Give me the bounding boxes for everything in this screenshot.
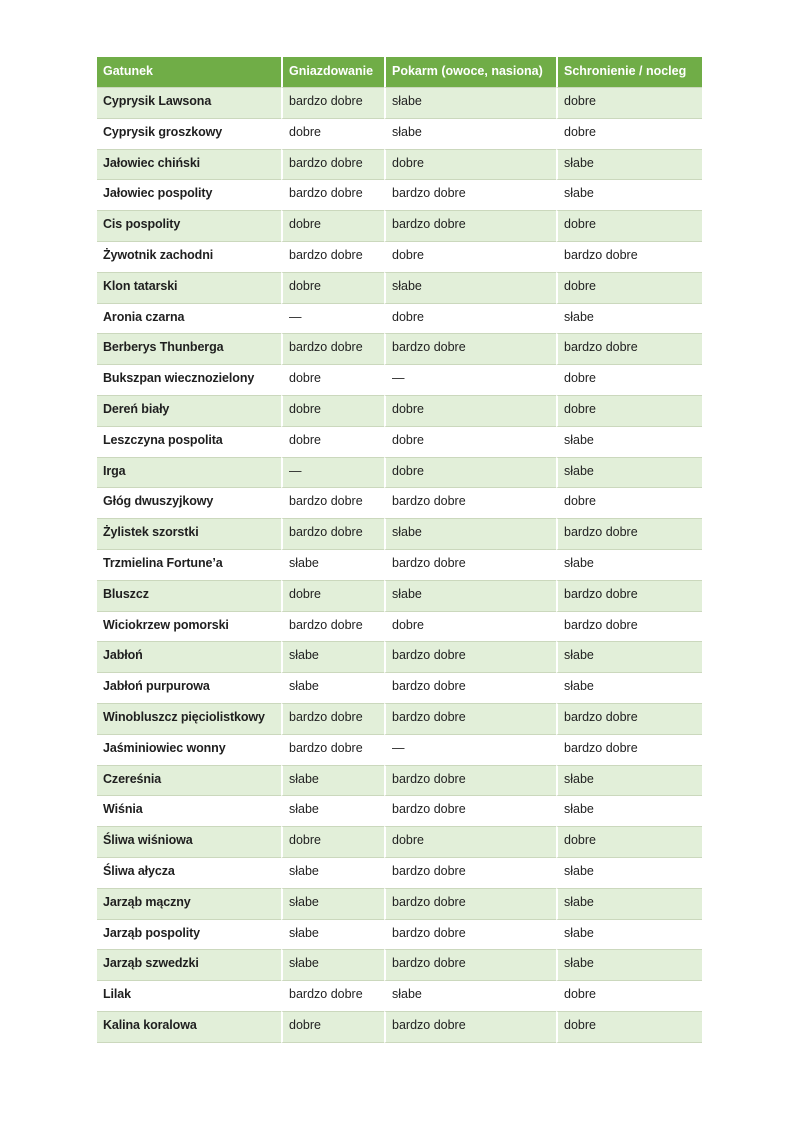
nesting-cell: bardzo dobre [281, 150, 384, 181]
shelter-cell: dobre [556, 365, 702, 396]
table-row [97, 488, 702, 519]
table-row [97, 1012, 702, 1043]
table-row [97, 119, 702, 150]
table-row [97, 704, 702, 735]
food-cell: bardzo dobre [384, 796, 556, 827]
shelter-cell: dobre [556, 981, 702, 1012]
nesting-cell: słabe [281, 858, 384, 889]
column-header-nesting: Gniazdowanie [281, 57, 384, 88]
column-header-species: Gatunek [97, 57, 281, 88]
table-row [97, 796, 702, 827]
species-cell: Jarząb mączny [97, 889, 281, 920]
species-cell: Klon tatarski [97, 273, 281, 304]
food-cell: dobre [384, 396, 556, 427]
table-row [97, 273, 702, 304]
table-row [97, 519, 702, 550]
food-cell: — [384, 365, 556, 396]
shelter-cell: słabe [556, 550, 702, 581]
species-cell: Żywotnik zachodni [97, 242, 281, 273]
shelter-cell: słabe [556, 920, 702, 951]
food-cell: bardzo dobre [384, 211, 556, 242]
nesting-cell: słabe [281, 889, 384, 920]
species-cell: Trzmielina Fortune’a [97, 550, 281, 581]
food-cell: bardzo dobre [384, 920, 556, 951]
species-cell: Berberys Thunberga [97, 334, 281, 365]
nesting-cell: bardzo dobre [281, 612, 384, 643]
shelter-cell: bardzo dobre [556, 581, 702, 612]
table-row [97, 304, 702, 335]
table-row [97, 550, 702, 581]
species-cell: Jaśminiowiec wonny [97, 735, 281, 766]
food-cell: dobre [384, 304, 556, 335]
column-header-food: Pokarm (owoce, nasiona) [384, 57, 556, 88]
table-row [97, 981, 702, 1012]
food-cell: bardzo dobre [384, 180, 556, 211]
species-cell: Cyprysik Lawsona [97, 88, 281, 119]
species-cell: Winobluszcz pięciolistkowy [97, 704, 281, 735]
table-row [97, 735, 702, 766]
shelter-cell: bardzo dobre [556, 334, 702, 365]
food-cell: bardzo dobre [384, 488, 556, 519]
nesting-cell: bardzo dobre [281, 334, 384, 365]
shelter-cell: bardzo dobre [556, 704, 702, 735]
species-cell: Głóg dwuszyjkowy [97, 488, 281, 519]
species-cell: Bukszpan wiecznozielony [97, 365, 281, 396]
shelter-cell: bardzo dobre [556, 735, 702, 766]
shelter-cell: bardzo dobre [556, 519, 702, 550]
species-cell: Jałowiec pospolity [97, 180, 281, 211]
shelter-cell: dobre [556, 88, 702, 119]
food-cell: bardzo dobre [384, 673, 556, 704]
food-cell: bardzo dobre [384, 1012, 556, 1043]
table-row [97, 673, 702, 704]
shelter-cell: słabe [556, 180, 702, 211]
species-cell: Jabłoń [97, 642, 281, 673]
shelter-cell: dobre [556, 827, 702, 858]
table-row [97, 581, 702, 612]
species-cell: Bluszcz [97, 581, 281, 612]
nesting-cell: dobre [281, 119, 384, 150]
species-cell: Irga [97, 458, 281, 489]
nesting-cell: bardzo dobre [281, 981, 384, 1012]
food-cell: bardzo dobre [384, 704, 556, 735]
table-row [97, 88, 702, 119]
table-row [97, 827, 702, 858]
table-row [97, 365, 702, 396]
nesting-cell: dobre [281, 827, 384, 858]
food-cell: bardzo dobre [384, 334, 556, 365]
species-cell: Jabłoń purpurowa [97, 673, 281, 704]
food-cell: bardzo dobre [384, 858, 556, 889]
table-row [97, 858, 702, 889]
nesting-cell: bardzo dobre [281, 242, 384, 273]
table-row [97, 612, 702, 643]
food-cell: dobre [384, 612, 556, 643]
food-cell: słabe [384, 88, 556, 119]
species-cell: Cyprysik groszkowy [97, 119, 281, 150]
nesting-cell: dobre [281, 211, 384, 242]
table-row [97, 211, 702, 242]
species-cell: Jałowiec chiński [97, 150, 281, 181]
species-cell: Aronia czarna [97, 304, 281, 335]
species-cell: Dereń biały [97, 396, 281, 427]
nesting-cell: — [281, 458, 384, 489]
species-cell: Kalina koralowa [97, 1012, 281, 1043]
shelter-cell: dobre [556, 396, 702, 427]
shelter-cell: bardzo dobre [556, 612, 702, 643]
food-cell: dobre [384, 242, 556, 273]
shelter-cell: słabe [556, 458, 702, 489]
table-row [97, 458, 702, 489]
shelter-cell: słabe [556, 950, 702, 981]
species-cell: Wiśnia [97, 796, 281, 827]
nesting-cell: bardzo dobre [281, 519, 384, 550]
shelter-cell: słabe [556, 642, 702, 673]
nesting-cell: — [281, 304, 384, 335]
table-header-row [97, 57, 702, 88]
shelter-cell: słabe [556, 427, 702, 458]
nesting-cell: bardzo dobre [281, 704, 384, 735]
shelter-cell: słabe [556, 889, 702, 920]
food-cell: bardzo dobre [384, 889, 556, 920]
table-row [97, 334, 702, 365]
species-cell: Czereśnia [97, 766, 281, 797]
nesting-cell: bardzo dobre [281, 180, 384, 211]
food-cell: — [384, 735, 556, 766]
food-cell: dobre [384, 458, 556, 489]
column-header-shelter: Schronienie / nocleg [556, 57, 702, 88]
food-cell: bardzo dobre [384, 766, 556, 797]
nesting-cell: bardzo dobre [281, 88, 384, 119]
species-cell: Cis pospolity [97, 211, 281, 242]
table-row [97, 242, 702, 273]
nesting-cell: dobre [281, 581, 384, 612]
nesting-cell: dobre [281, 396, 384, 427]
food-cell: słabe [384, 581, 556, 612]
table-row [97, 642, 702, 673]
nesting-cell: dobre [281, 427, 384, 458]
species-cell: Lilak [97, 981, 281, 1012]
nesting-cell: słabe [281, 673, 384, 704]
food-cell: dobre [384, 150, 556, 181]
shelter-cell: słabe [556, 150, 702, 181]
shelter-cell: dobre [556, 211, 702, 242]
nesting-cell: bardzo dobre [281, 488, 384, 519]
nesting-cell: dobre [281, 273, 384, 304]
nesting-cell: słabe [281, 796, 384, 827]
food-cell: słabe [384, 981, 556, 1012]
table-row [97, 920, 702, 951]
table-row [97, 889, 702, 920]
shelter-cell: dobre [556, 488, 702, 519]
food-cell: dobre [384, 827, 556, 858]
species-cell: Jarząb szwedzki [97, 950, 281, 981]
nesting-cell: dobre [281, 1012, 384, 1043]
shelter-cell: słabe [556, 304, 702, 335]
shelter-cell: dobre [556, 119, 702, 150]
food-cell: słabe [384, 519, 556, 550]
table-row [97, 427, 702, 458]
shelter-cell: słabe [556, 796, 702, 827]
table-row [97, 396, 702, 427]
species-cell: Leszczyna pospolita [97, 427, 281, 458]
nesting-cell: słabe [281, 642, 384, 673]
nesting-cell: słabe [281, 550, 384, 581]
species-suitability-table [97, 57, 702, 1043]
species-cell: Śliwa wiśniowa [97, 827, 281, 858]
table-body [97, 88, 702, 1043]
nesting-cell: słabe [281, 950, 384, 981]
nesting-cell: dobre [281, 365, 384, 396]
shelter-cell: bardzo dobre [556, 242, 702, 273]
shelter-cell: dobre [556, 273, 702, 304]
shelter-cell: słabe [556, 673, 702, 704]
table-row [97, 766, 702, 797]
species-cell: Wiciokrzew pomorski [97, 612, 281, 643]
shelter-cell: słabe [556, 858, 702, 889]
food-cell: słabe [384, 273, 556, 304]
food-cell: słabe [384, 119, 556, 150]
food-cell: bardzo dobre [384, 550, 556, 581]
food-cell: bardzo dobre [384, 642, 556, 673]
table-row [97, 180, 702, 211]
food-cell: dobre [384, 427, 556, 458]
species-cell: Śliwa ałycza [97, 858, 281, 889]
table-row [97, 950, 702, 981]
nesting-cell: słabe [281, 920, 384, 951]
shelter-cell: dobre [556, 1012, 702, 1043]
nesting-cell: słabe [281, 766, 384, 797]
species-cell: Jarząb pospolity [97, 920, 281, 951]
table-row [97, 150, 702, 181]
species-cell: Żylistek szorstki [97, 519, 281, 550]
food-cell: bardzo dobre [384, 950, 556, 981]
shelter-cell: słabe [556, 766, 702, 797]
nesting-cell: bardzo dobre [281, 735, 384, 766]
